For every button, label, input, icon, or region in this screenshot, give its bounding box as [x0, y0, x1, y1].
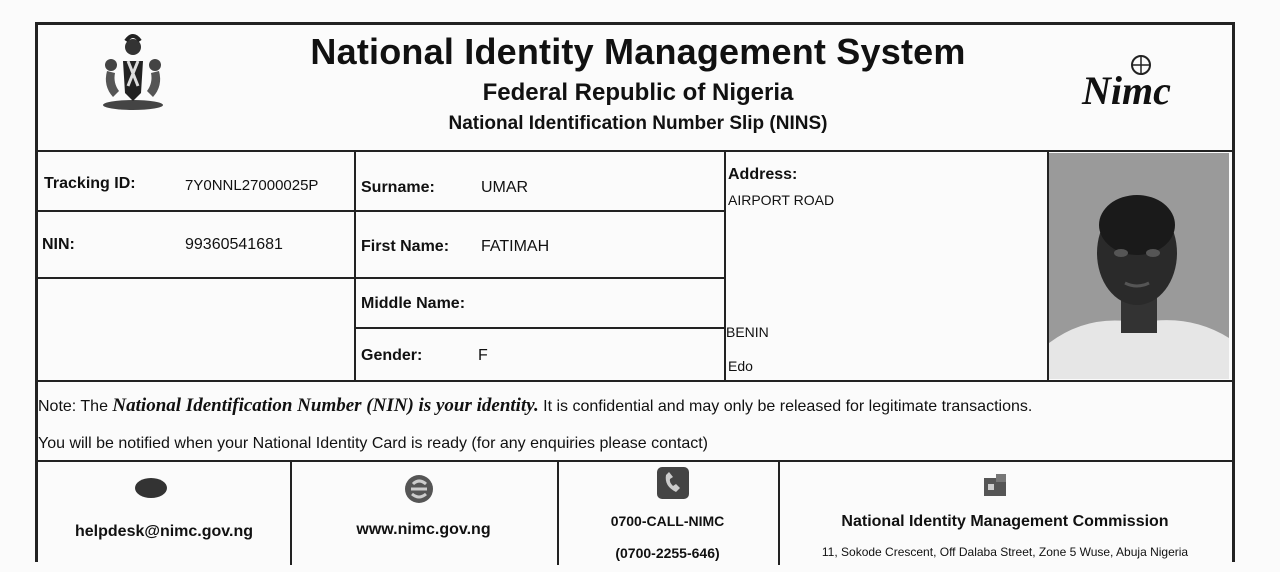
nin-value: 99360541681	[185, 236, 283, 253]
email-icon	[133, 475, 169, 501]
divider	[354, 150, 356, 380]
page-subtitle: Federal Republic of Nigeria	[482, 79, 794, 106]
note-suffix: It is confidential and may only be released for legitimate transactions.	[538, 398, 1033, 415]
org-name: National Identity Management Commission	[841, 513, 1169, 530]
nin-slip	[35, 22, 1235, 562]
page-title: National Identity Management System	[310, 31, 966, 72]
divider	[38, 150, 1232, 152]
divider	[724, 150, 726, 380]
nin-label: NIN:	[42, 236, 75, 253]
tracking-id-value: 7Y0NNL27000025P	[185, 177, 319, 194]
internet-explorer-icon	[402, 472, 436, 506]
phone-icon	[656, 466, 690, 500]
nimc-logo	[1078, 51, 1188, 111]
address-city: BENIN	[726, 324, 769, 340]
divider	[354, 327, 726, 329]
helpdesk-email[interactable]: helpdesk@nimc.gov.ng	[75, 523, 253, 540]
address-line: AIRPORT ROAD	[728, 192, 835, 208]
divider	[38, 380, 1232, 382]
divider	[38, 210, 726, 212]
middle-name-label: Middle Name:	[361, 295, 466, 312]
note-line-1	[38, 395, 1032, 417]
tracking-id-label: Tracking ID:	[44, 175, 136, 192]
org-address: 11, Sokode Crescent, Off Dalaba Street, Zone 5 Wuse, Abuja Nigeria	[821, 545, 1189, 559]
gender-value: F	[478, 347, 488, 364]
gender-label: Gender:	[361, 347, 423, 364]
divider	[38, 460, 1232, 462]
website-link[interactable]: www.nimc.gov.ng	[356, 521, 491, 538]
surname-value: UMAR	[481, 179, 529, 196]
address-state: Edo	[728, 358, 753, 374]
divider	[38, 277, 726, 279]
note-line-2: You will be notified when your National Identity Card is ready (for any enquiries please contact)	[38, 435, 708, 452]
phone-text[interactable]: 0700-CALL-NIMC	[610, 513, 725, 529]
building-icon	[982, 472, 1012, 498]
phone-digits[interactable]: (0700-2255-646)	[615, 545, 720, 561]
nimc-logo-text: Nimc	[1082, 68, 1171, 113]
portrait-image	[1049, 153, 1229, 379]
holder-photo	[1049, 153, 1229, 379]
slip-title: National Identification Number Slip (NINS)	[448, 113, 828, 134]
note-prefix: Note: The	[38, 398, 113, 415]
divider	[290, 460, 292, 565]
surname-label: Surname:	[361, 179, 435, 196]
note-emphasis: National Identification Number (NIN) is your identity.	[112, 395, 539, 416]
address-label: Address:	[728, 166, 798, 183]
first-name-label: First Name:	[361, 238, 450, 255]
first-name-value: FATIMAH	[481, 238, 550, 255]
